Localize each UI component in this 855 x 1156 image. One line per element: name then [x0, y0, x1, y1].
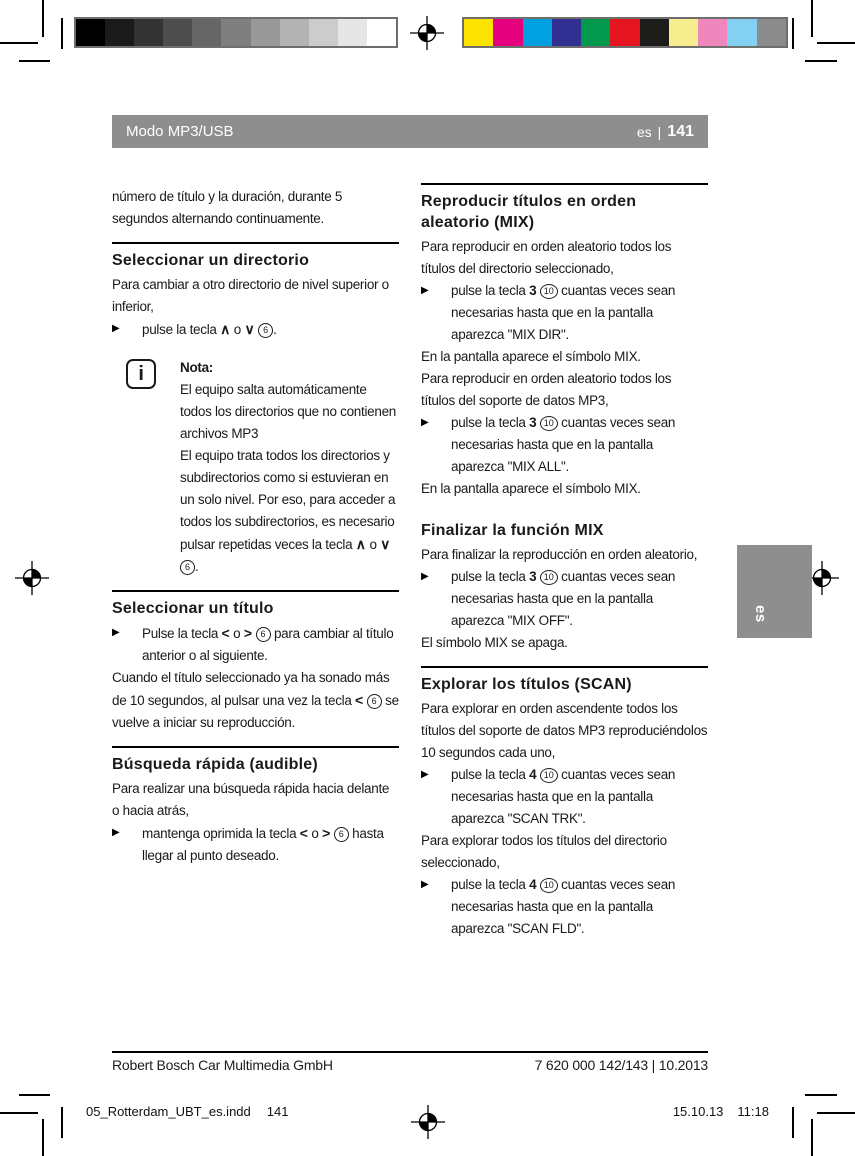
bullet-arrow-icon: ▶: [421, 571, 429, 582]
paragraph: Para reproducir en orden aleatorio todos los títulos del directorio seleccionado,: [421, 239, 672, 276]
crop-mark: [805, 60, 837, 62]
color-swatch: [581, 19, 610, 46]
separator: |: [657, 123, 662, 140]
print-slug-left: [86, 1104, 288, 1119]
paragraph: número de título y la duración, durante 5 segundos alternando continuamente.: [112, 189, 343, 226]
crop-mark: [811, 1119, 813, 1156]
registration-mark-icon: [410, 16, 444, 50]
crop-mark: [19, 60, 50, 62]
section-heading: Finalizar la función MIX: [421, 522, 604, 539]
paragraph: En la pantalla aparece el símbolo MIX.: [421, 349, 641, 364]
slug-filename: 05_Rotterdam_UBT_es.indd: [86, 1104, 251, 1119]
instruction-step: [421, 566, 708, 632]
color-calibration-strip: [462, 17, 788, 48]
crop-mark: [42, 1119, 44, 1156]
bullet-arrow-icon: ▶: [421, 285, 429, 296]
grayscale-calibration-strip: [74, 17, 398, 48]
paragraph: Para cambiar a otro directorio de nivel superior o inferior,: [112, 277, 389, 314]
slug-time: 11:18: [737, 1104, 769, 1119]
crop-mark: [0, 42, 38, 44]
section-heading: Seleccionar un directorio: [112, 252, 310, 269]
page-footer: [112, 1057, 708, 1073]
info-icon: i: [126, 357, 180, 578]
instruction-text: pulse la tecla 4 10 cuantas veces sean necesarias hasta que en la pantalla aparezca "SCAN TRK".: [451, 767, 676, 826]
color-swatch: [523, 19, 552, 46]
color-swatch: [309, 19, 338, 46]
registration-mark-icon: [15, 561, 49, 595]
left-column: [112, 170, 399, 867]
page-number: 141: [667, 122, 694, 140]
crop-mark: [811, 0, 813, 37]
color-swatch: [552, 19, 581, 46]
instruction-text: pulse la tecla 3 10 cuantas veces sean necesarias hasta que en la pantalla aparezca "MIX OFF".: [451, 569, 676, 628]
paragraph: Para realizar una búsqueda rápida hacia delante o hacia atrás,: [112, 781, 390, 818]
color-swatch: [640, 19, 669, 46]
bullet-arrow-icon: ▶: [112, 627, 120, 638]
color-swatch: [280, 19, 309, 46]
instruction-text: pulse la tecla 3 10 cuantas veces sean necesarias hasta que en la pantalla aparezca "MIX DIR".: [451, 283, 676, 342]
instruction-step: [112, 318, 399, 341]
bullet-arrow-icon: ▶: [421, 417, 429, 428]
instruction-text: Pulse la tecla < o > 6 para cambiar al título anterior o al siguiente.: [142, 625, 394, 663]
bullet-arrow-icon: ▶: [112, 827, 120, 838]
section-divider: [112, 746, 399, 748]
section-divider: [112, 590, 399, 592]
note-box: [112, 357, 399, 578]
bullet-arrow-icon: ▶: [421, 769, 429, 780]
footer-doc-number: 7 620 000 142/143 | 10.2013: [534, 1057, 708, 1073]
crop-mark: [61, 18, 63, 49]
footer-divider: [112, 1051, 708, 1053]
paragraph: Cuando el título seleccionado ya ha sonado más de 10 segundos, al pulsar una vez la tecla < 6 se vuelve a iniciar su reproducción.: [112, 670, 399, 730]
color-swatch: [669, 19, 698, 46]
note-body: [180, 357, 399, 578]
color-swatch: [757, 19, 786, 46]
color-swatch: [610, 19, 639, 46]
color-swatch: [76, 19, 105, 46]
crop-mark: [817, 42, 855, 44]
color-swatch: [192, 19, 221, 46]
color-swatch: [134, 19, 163, 46]
chapter-title: Modo MP3/USB: [126, 123, 234, 140]
color-swatch: [163, 19, 192, 46]
page-indicator: [637, 123, 694, 141]
slug-page: 141: [266, 1104, 289, 1119]
section-heading: Explorar los títulos (SCAN): [421, 676, 632, 693]
instruction-text: mantenga oprimida la tecla < o > 6 hasta llegar al punto deseado.: [142, 825, 384, 863]
note-paragraph: El equipo salta automáticamente todos los directorios que no contienen archivos MP3: [180, 382, 396, 441]
language-tab: [737, 545, 812, 638]
print-slug-right: [673, 1104, 769, 1119]
color-swatch: [493, 19, 522, 46]
crop-mark: [61, 1107, 63, 1138]
footer-company: Robert Bosch Car Multimedia GmbH: [112, 1057, 333, 1073]
color-swatch: [251, 19, 280, 46]
note-paragraph: El equipo trata todos los directorios y subdirectorios como si estuvieran en un solo nivel. Por eso, para acceder a todos los subdirectorios, es necesario pulsar repetidas veces la tecla ∧ o ∨ 6 .: [180, 448, 396, 574]
instruction-step: [421, 874, 708, 940]
slug-date: 15.10.13: [672, 1104, 724, 1119]
crop-mark: [817, 1112, 855, 1114]
note-title: Nota:: [180, 360, 213, 375]
section-divider: [421, 183, 708, 185]
color-swatch: [221, 19, 250, 46]
registration-mark-icon: [411, 1105, 445, 1139]
instruction-step: [421, 412, 708, 478]
paragraph: En la pantalla aparece el símbolo MIX.: [421, 481, 641, 496]
color-swatch: [367, 19, 396, 46]
section-divider: [112, 242, 399, 244]
section-divider: [421, 666, 708, 668]
color-swatch: [105, 19, 134, 46]
language-code: es: [636, 123, 652, 140]
paragraph: Para explorar todos los títulos del directorio seleccionado,: [421, 833, 667, 870]
instruction-text: pulse la tecla 3 10 cuantas veces sean necesarias hasta que en la pantalla aparezca "MIX ALL".: [451, 415, 676, 474]
section-heading: Reproducir títulos en orden aleatorio (MIX): [421, 193, 637, 231]
section-heading: Búsqueda rápida (audible): [112, 756, 318, 773]
color-swatch: [464, 19, 493, 46]
crop-mark: [805, 1094, 837, 1096]
crop-mark: [792, 18, 794, 49]
instruction-step: [421, 280, 708, 346]
language-tab-label: es: [752, 605, 769, 623]
paragraph: El símbolo MIX se apaga.: [421, 635, 568, 650]
instruction-step: [421, 764, 708, 830]
crop-mark: [19, 1094, 50, 1096]
crop-mark: [0, 1112, 38, 1114]
paragraph: Para explorar en orden ascendente todos los títulos del soporte de datos MP3 reproduciéndolos 10 segundos cada uno,: [421, 701, 708, 760]
instruction-text: pulse la tecla ∧ o ∨ 6 .: [142, 321, 277, 337]
crop-mark: [42, 0, 44, 37]
paragraph: Para finalizar la reproducción en orden aleatorio,: [421, 547, 698, 562]
chapter-header-bar: [112, 115, 708, 148]
instruction-text: pulse la tecla 4 10 cuantas veces sean necesarias hasta que en la pantalla aparezca "SCAN FLD".: [451, 877, 676, 936]
color-swatch: [727, 19, 756, 46]
bullet-arrow-icon: ▶: [421, 879, 429, 890]
right-column: [421, 170, 708, 940]
instruction-step: [112, 822, 399, 867]
color-swatch: [338, 19, 367, 46]
crop-mark: [792, 1107, 794, 1138]
color-swatch: [698, 19, 727, 46]
instruction-step: [112, 622, 399, 667]
paragraph: Para reproducir en orden aleatorio todos los títulos del soporte de datos MP3,: [421, 371, 672, 408]
bullet-arrow-icon: ▶: [112, 323, 120, 334]
section-heading: Seleccionar un título: [112, 600, 274, 617]
